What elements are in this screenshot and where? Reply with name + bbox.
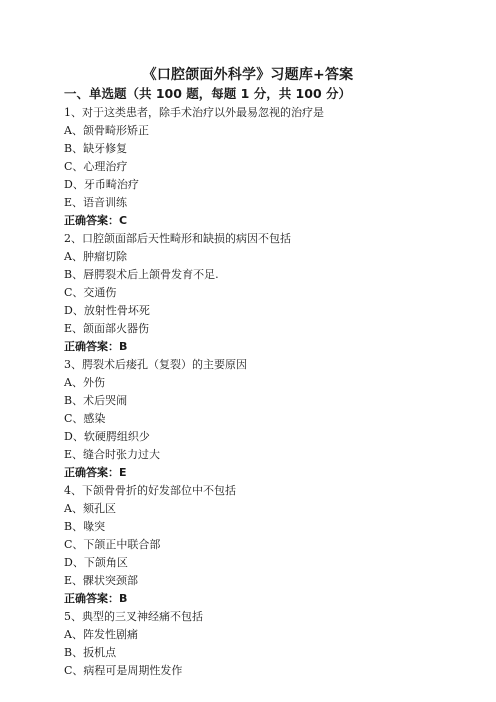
option-a: A、阵发性剧痛 [64,628,138,641]
option-b: B、术后哭闹 [64,394,128,407]
option-d: D、下颌角区 [64,556,128,569]
option-a: A、肿瘤切除 [64,250,127,263]
question-block [64,356,464,482]
document-title: 《口腔颌面外科学》习题库+答案 [142,67,354,83]
option-d: D、软硬腭组织少 [64,430,150,443]
option-b: B、唇腭裂术后上颌骨发育不足. [64,268,219,281]
option-e: E、缝合时张力过大 [64,448,161,461]
option-a: A、颏孔区 [64,502,116,515]
option-b: B、缺牙修复 [64,142,128,155]
correct-answer: 正确答案：B [64,340,128,353]
option-b: B、扳机点 [64,646,117,659]
option-e: E、颌面部火器伤 [64,322,150,335]
option-e: E、语音训练 [64,196,128,209]
question-block [64,608,464,680]
question-block [64,482,464,608]
question-block [64,230,464,356]
option-a: A、外伤 [64,376,105,389]
section-heading: 一、单选题（共 100 题，每题 1 分，共 100 分） [64,86,351,101]
question-block [64,104,464,230]
correct-answer: 正确答案：E [64,466,127,479]
question-stem: 2、口腔颌面部后天性畸形和缺损的病因不包括 [64,232,291,245]
option-e: E、髁状突颈部 [64,574,139,587]
option-a: A、颌骨畸形矫正 [64,124,149,137]
question-stem: 1、对于这类患者，除手术治疗以外最易忽视的治疗是 [64,106,324,119]
correct-answer: 正确答案：B [64,592,128,605]
option-c: C、病程可是周期性发作 [64,664,183,677]
option-d: D、牙币畸治疗 [64,178,139,191]
option-d: D、放射性骨坏死 [64,304,150,317]
option-b: B、喙突 [64,520,106,533]
question-list [64,104,464,680]
option-c: C、感染 [64,412,106,425]
correct-answer: 正确答案：C [64,214,128,227]
question-stem: 3、腭裂术后瘘孔（复裂）的主要原因 [64,358,247,371]
option-c: C、下颌正中联合部 [64,538,161,551]
option-c: C、心理治疗 [64,160,128,173]
question-stem: 5、典型的三叉神经痛不包括 [64,610,203,623]
question-stem: 4、下颌骨骨折的好发部位中不包括 [64,484,236,497]
option-c: C、交通伤 [64,286,117,299]
